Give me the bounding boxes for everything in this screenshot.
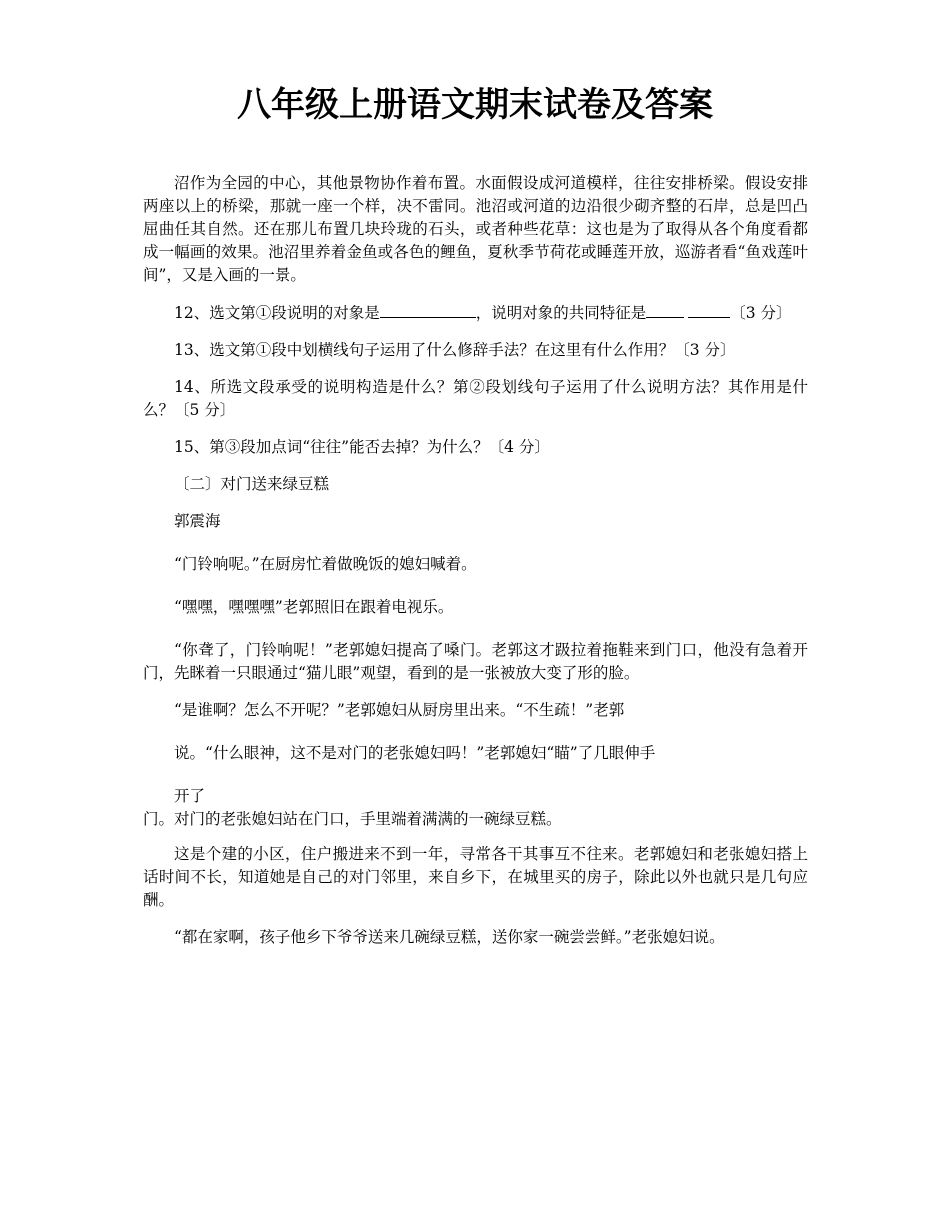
story-paragraph-6-start: 开了: [174, 787, 206, 805]
paragraph-garden-pond: 沼作为全园的中心，其他景物协作着布置。水面假设成河道模样，往往安排桥梁。假设安排两座以上的桥梁，那就一座一个样，决不雷同。池沼或河道的边沿很少砌齐整的石岸，总是凹凸屈曲任其自然。还在那儿布置几块玲珑的石头，或者种些花草：这也是为了取得从各个角度看都成一幅画的效果。池沼里养着金鱼或各色的鲤鱼，夏秋季节荷花或睡莲开放，巡游者看“鱼戏莲叶间”，又是入画的一景。: [143, 174, 808, 284]
question-12-text-a: 12、选文第①段说明的对象是: [174, 304, 380, 322]
answer-blank-object: [380, 301, 476, 318]
question-14: 14、所选文段承受的说明构造是什么？第②段划线句子运用了什么说明方法？其作用是什么？〔5 分〕: [143, 378, 808, 419]
question-13: 13、选文第①段中划横线句子运用了什么修辞手法？在这里有什么作用？〔3 分〕: [174, 341, 736, 359]
answer-blank-feature-2: [688, 301, 730, 318]
answer-blank-feature-1: [646, 301, 684, 318]
document-body: [143, 172, 808, 963]
document-title: 八年级上册语文期末试卷及答案: [237, 85, 713, 125]
story-paragraph-5: 说。“什么眼神，这不是对门的老张媳妇吗！”老郭媳妇“瞄”了几眼伸手: [174, 744, 656, 762]
section-heading: 〔二〕对门送来绿豆糕: [174, 475, 330, 493]
story-paragraph-1: “门铃响呢。”在厨房忙着做晚饭的媳妇喊着。: [174, 555, 477, 573]
story-paragraph-8: “都在家啊，孩子他乡下爷爷送来几碗绿豆糕，送你家一碗尝尝鲜。”老张媳妇说。: [174, 928, 725, 946]
story-paragraph-2: “嘿嘿，嘿嘿嘿”老郭照旧在跟着电视乐。: [174, 598, 454, 616]
story-paragraph-3: “你聋了，门铃响呢！”老郭媳妇提高了嗓门。老郭这才趿拉着拖鞋来到门口，他没有急着开门，先眯着一只眼通过“猫儿眼”观望，看到的是一张被放大变了形的脸。: [143, 641, 808, 682]
story-paragraph-7: 这是个建的小区，住户搬进来不到一年，寻常各干其事互不往来。老郭媳妇和老张媳妇搭上话时间不长，知道她是自己的对门邻里，来自乡下，在城里买的房子，除此以外也就只是几句应酬。: [143, 845, 808, 909]
question-12-score: 〔3 分〕: [730, 304, 792, 322]
story-paragraph-4: “是谁啊？怎么不开呢？”老郭媳妇从厨房里出来。“不生疏！”老郭: [174, 701, 625, 719]
story-author: 郭震海: [174, 512, 221, 530]
story-paragraph-6-rest: 门。对门的老张媳妇站在门口，手里端着满满的一碗绿豆糕。: [143, 810, 562, 828]
question-12: [143, 301, 808, 325]
question-12-text-b: ，说明对象的共同特征是: [475, 304, 647, 322]
question-15: 15、第③段加点词“往往”能否去掉？为什么？〔4 分〕: [174, 438, 550, 456]
